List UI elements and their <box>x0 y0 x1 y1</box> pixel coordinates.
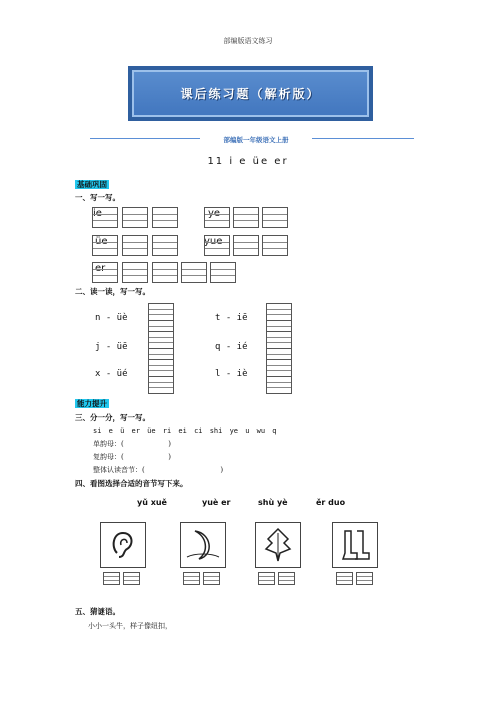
answer-box[interactable] <box>336 572 353 585</box>
seed-ie: ie <box>93 208 102 219</box>
answer-box[interactable] <box>148 303 174 321</box>
syllable-2: yuè er <box>202 498 231 507</box>
answer-box[interactable] <box>266 376 292 394</box>
writing-box[interactable] <box>122 262 148 283</box>
seed-ue: üe <box>95 236 108 247</box>
answer-box[interactable] <box>266 331 292 349</box>
syllable-1: yǔ xuě <box>137 498 167 507</box>
pair-1: n - üè <box>95 313 128 323</box>
divider-left <box>90 138 200 139</box>
answer-box[interactable] <box>356 572 373 585</box>
writing-box[interactable] <box>152 207 178 228</box>
seed-er: er <box>95 263 106 274</box>
pair-3: j - üē <box>95 342 128 352</box>
lesson-title: 11 i e üe er <box>207 156 289 167</box>
answer-box[interactable] <box>103 572 120 585</box>
answer-box[interactable] <box>266 359 292 377</box>
pair-6: l - iè <box>215 369 248 379</box>
leaf-picture <box>255 522 301 568</box>
writing-box[interactable] <box>181 262 207 283</box>
section-advanced: 能力提升 <box>77 399 107 408</box>
writing-box[interactable] <box>210 262 236 283</box>
compound-vowels-line[interactable]: 复韵母：( ) <box>93 453 171 461</box>
boots-picture <box>332 522 378 568</box>
writing-box[interactable] <box>122 235 148 256</box>
answer-box[interactable] <box>148 359 174 377</box>
answer-box[interactable] <box>266 303 292 321</box>
answer-box[interactable] <box>123 572 140 585</box>
subtitle: 部编版一年级语文上册 <box>223 136 289 144</box>
section-basic: 基础巩固 <box>77 180 107 189</box>
answer-box[interactable] <box>203 572 220 585</box>
answer-box[interactable] <box>183 572 200 585</box>
answer-box[interactable] <box>278 572 295 585</box>
question-1: 一、写一写。 <box>75 193 120 202</box>
question-4: 四、看图选择合适的音节写下来。 <box>75 479 188 488</box>
seed-ye: ye <box>208 208 221 219</box>
answer-box[interactable] <box>148 376 174 394</box>
pair-2: t - iē <box>215 313 248 323</box>
riddle-text: 小小一头牛，样子像纽扣， <box>88 622 172 630</box>
writing-box[interactable] <box>262 207 288 228</box>
question-3: 三、分一分，写一写。 <box>75 413 150 422</box>
question-5: 五、猜谜语。 <box>75 607 120 616</box>
writing-box[interactable] <box>152 235 178 256</box>
page-header: 部编版语文练习 <box>223 37 273 45</box>
writing-box[interactable] <box>122 207 148 228</box>
writing-box[interactable] <box>152 262 178 283</box>
seed-yue: yue <box>204 236 223 247</box>
moon-picture <box>180 522 226 568</box>
writing-box[interactable] <box>262 235 288 256</box>
pair-5: x - üé <box>95 369 128 379</box>
writing-box[interactable] <box>233 207 259 228</box>
syllable-list: si e ü er üe ri ei ci shi ye u wu q <box>93 427 277 435</box>
syllable-4: ěr duo <box>316 498 346 507</box>
writing-box[interactable] <box>233 235 259 256</box>
pair-4: q - ié <box>215 342 248 352</box>
answer-box[interactable] <box>148 331 174 349</box>
whole-syllables-line[interactable]: 整体认读音节：( ) <box>93 466 224 474</box>
syllable-3: shù yè <box>258 498 288 507</box>
question-2: 二、读一读，写一写。 <box>75 287 150 296</box>
single-vowels-line[interactable]: 单韵母：( ) <box>93 440 171 448</box>
divider-right <box>312 138 414 139</box>
answer-box[interactable] <box>258 572 275 585</box>
banner-title: 课后练习题（解析版） <box>180 87 321 101</box>
ear-picture <box>100 522 146 568</box>
